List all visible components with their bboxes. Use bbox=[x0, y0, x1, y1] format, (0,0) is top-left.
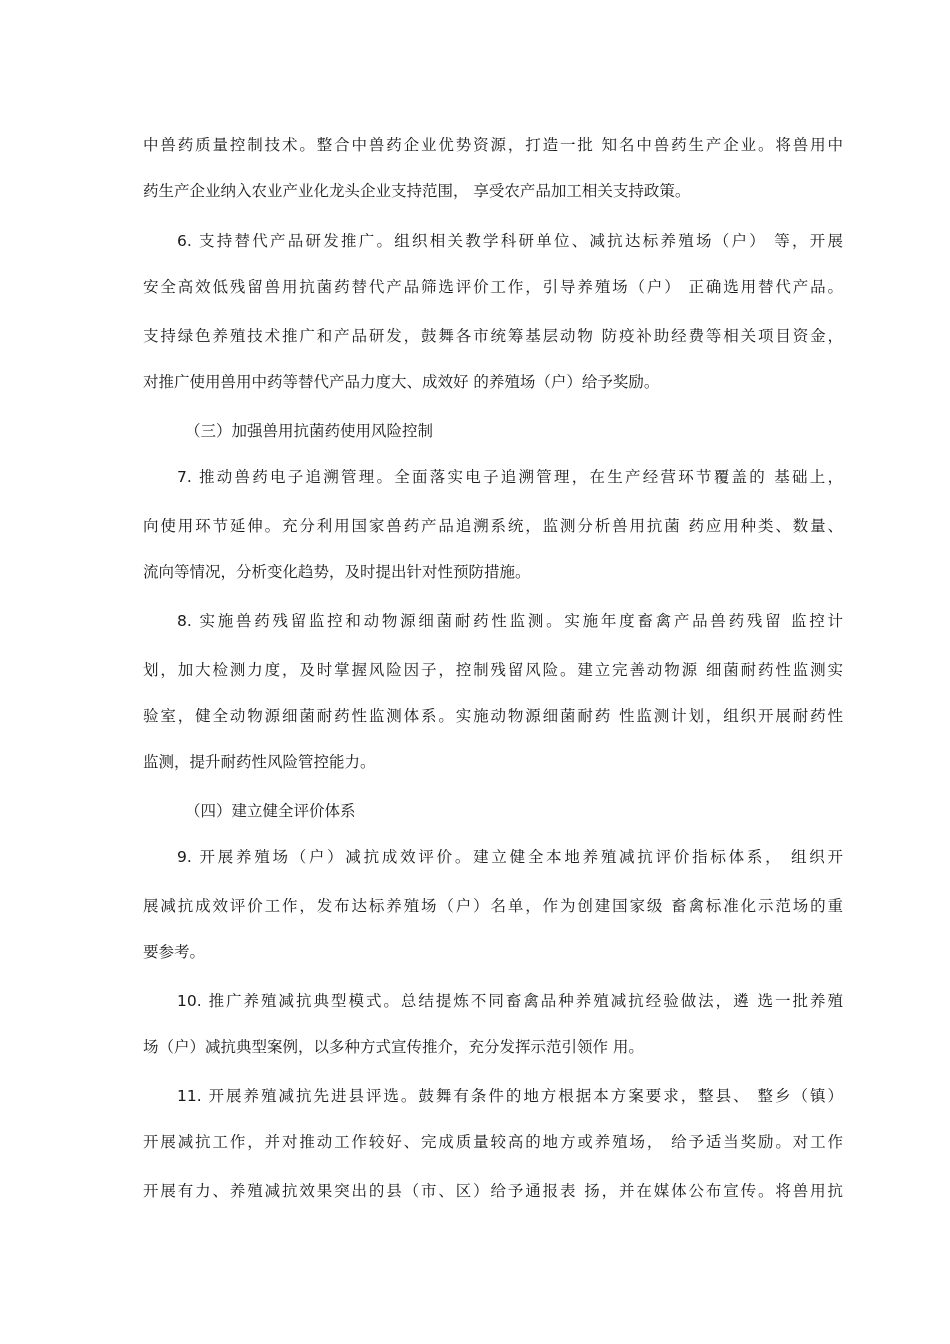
body-text-line: 药生产企业纳入农业产业化龙头企业支持范围， 享受农产品加工相关支持政策。 bbox=[143, 182, 691, 200]
section-heading-3: （三）加强兽用抗菌药使用风险控制 bbox=[185, 422, 434, 440]
list-item-11: 11. 开展养殖减抗先进县评选。鼓舞有条件的地方根据本方案要求，整县、 整乡（镇） bbox=[177, 1087, 843, 1105]
body-text-line: 划，加大检测力度，及时掌握风险因子，控制残留风险。建立完善动物源 细菌耐药性监测实 bbox=[143, 661, 843, 679]
list-item-10: 10. 推广养殖减抗典型模式。总结提炼不同畜禽品种养殖减抗经验做法，遴 选一批养殖 bbox=[177, 992, 843, 1010]
list-item-6: 6. 支持替代产品研发推广。组织相关教学科研单位、减抗达标养殖场（户） 等，开展 bbox=[177, 232, 843, 250]
body-text-line: 要参考。 bbox=[143, 943, 206, 961]
body-text-line: 开展减抗工作，并对推动工作较好、完成质量较高的地方或养殖场， 给予适当奖励。对工作 bbox=[143, 1133, 843, 1151]
body-text-line: 向使用环节延伸。充分利用国家兽药产品追溯系统，监测分析兽用抗菌 药应用种类、数量、 bbox=[143, 517, 843, 535]
body-text-line: 对推广使用兽用中药等替代产品力度大、成效好 的养殖场（户）给予奖励。 bbox=[143, 373, 660, 391]
body-text-line: 验室，健全动物源细菌耐药性监测体系。实施动物源细菌耐药 性监测计划，组织开展耐药性 bbox=[143, 707, 843, 725]
list-item-8: 8. 实施兽药残留监控和动物源细菌耐药性监测。实施年度畜禽产品兽药残留 监控计 bbox=[177, 612, 843, 630]
body-text-line: 安全高效低残留兽用抗菌药替代产品筛选评价工作，引导养殖场（户） 正确选用替代产品。 bbox=[143, 278, 843, 296]
body-text-line: 监测，提升耐药性风险管控能力。 bbox=[143, 753, 376, 771]
section-heading-4: （四）建立健全评价体系 bbox=[185, 802, 356, 820]
body-text-line: 中兽药质量控制技术。整合中兽药企业优势资源，打造一批 知名中兽药生产企业。将兽用中 bbox=[143, 136, 843, 154]
list-item-9: 9. 开展养殖场（户）减抗成效评价。建立健全本地养殖减抗评价指标体系， 组织开 bbox=[177, 848, 843, 866]
list-item-7: 7. 推动兽药电子追溯管理。全面落实电子追溯管理，在生产经营环节覆盖的 基础上， bbox=[177, 468, 843, 486]
body-text-line: 展减抗成效评价工作，发布达标养殖场（户）名单，作为创建国家级 畜禽标准化示范场的重 bbox=[143, 897, 843, 915]
body-text-line: 流向等情况，分析变化趋势，及时提出针对性预防措施。 bbox=[143, 563, 531, 581]
body-text-line: 场（户）减抗典型案例，以多种方式宣传推介，充分发挥示范引领作 用。 bbox=[143, 1038, 644, 1056]
body-text-line: 支持绿色养殖技术推广和产品研发，鼓舞各市统筹基层动物 防疫补助经费等相关项目资金， bbox=[143, 327, 843, 345]
body-text-line: 开展有力、养殖减抗效果突出的县（市、区）给予通报表 扬，并在媒体公布宣传。将兽用抗 bbox=[143, 1182, 843, 1200]
